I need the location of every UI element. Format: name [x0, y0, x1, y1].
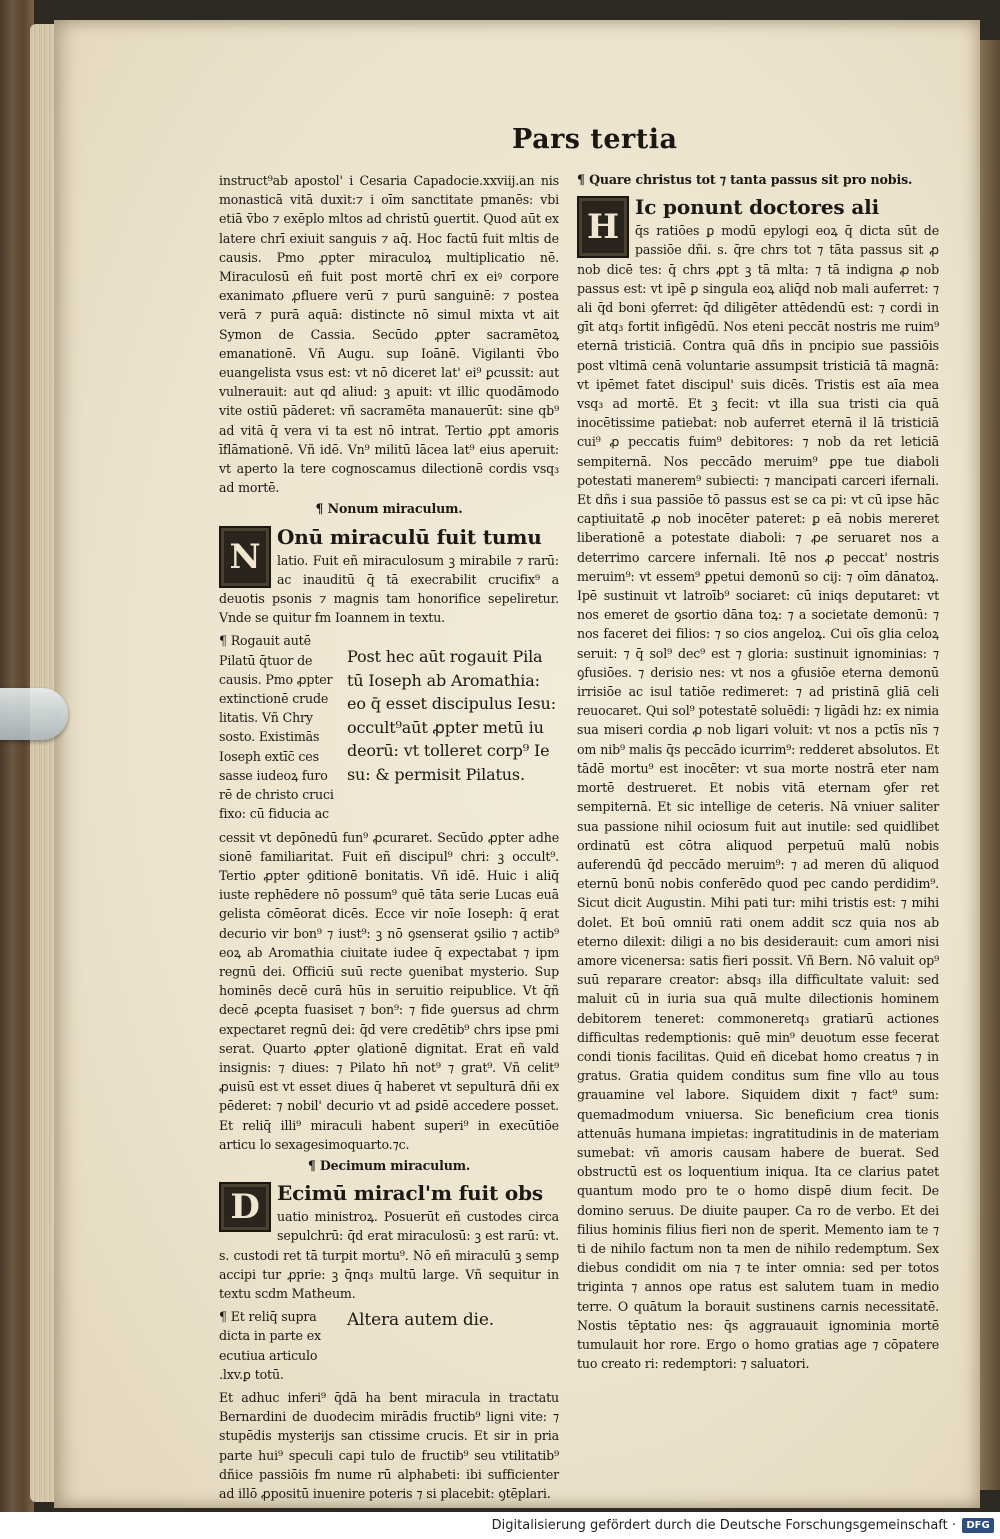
- decorated-initial: N: [219, 526, 271, 588]
- chapter-opening: [219, 523, 559, 628]
- left-column: [219, 171, 559, 1503]
- section-heading: ¶ Quare christus tot ⁊ tanta passus sit pro nobis.: [577, 172, 913, 187]
- section-heading: ¶ Decimum miraculum.: [307, 1157, 471, 1173]
- decorated-initial: H: [577, 196, 629, 258]
- right-column: [577, 168, 939, 1373]
- book-edge-right: [978, 40, 1000, 1490]
- decorated-initial: D: [219, 1182, 271, 1232]
- digitization-footer: [0, 1512, 1000, 1539]
- book-cover: [0, 0, 34, 1512]
- text-paragraph: Et adhuc inferi⁹ q̄dā ha bent miracula in tractatu Bernardini de duodecim mirādis fructib⁹ ligni vite: ⁊ stupēdis mysterijs san ctissime crucis. Et sir in pria parte hui⁹ speculi capi tulo de fructib⁹ seu vtilitatib⁹ dñice passiōis fm nume rū alphabeti: ibi sufficienter ad illō ꝓpositū inuenire poteris ⁊ si placebit: ꝯtēplari.: [219, 1389, 559, 1501]
- section-heading: ¶ Nonum miraculum.: [315, 501, 463, 517]
- scripture-verse: Post hec aūt rogauit Pila tū Ioseph ab Aromathia: eo q̄ esset discipulus Iesu: occult⁹aūt ꝓpter metū iu deorū: vt tolleret corp⁹ Ie su: & permisit Pilatus.: [347, 647, 556, 784]
- dfg-logo: DFG: [962, 1518, 994, 1533]
- commentary-note: ¶ Rogauit autē Pilatū q̄tuor de causis. Pmo ꝓpter extinctionē crude litatis. Vñ Chry sosto. Existimās Ioseph extīc̄ ces sasse iudeoꝝ furo rē de christo cruci fixo: cū fiducia ac: [219, 633, 334, 822]
- commentary-block: [219, 631, 559, 823]
- commentary-block: [219, 1307, 559, 1384]
- text-paragraph: instruct⁹ab apostol' i Cesaria Capadocie.xxviij.an nis monasticā vitā duxit:⁊ i oīm sanctitate pmanēs: vbi etiā v̄bo ⁊ exēplo mltos ad christū ꝯuertit. Quod aūt ex latere chrī exiuit sanguis ⁊ aq̄. Hoc factū fuit mltis de causis. Pmo ꝓpter miraculoꝝ multiplicatio nē. Miraculosū eñ fuit post mortē chrī ex eiꝰ corpore exanimato ꝓfluere verū ⁊ purū sanguinē: ⁊ postea verā ⁊ purā aquā: distincte nō simul mixta vt ait Symon de Cassia. Secūdo ꝓpter sacramētoꝝ emanationē. Vñ Augu. sup Ioānē. Vigilanti v̄bo euangelista vsus est: vt nō diceret lat' ei⁹ ꝑcussit: aut vulnerauit: aut qd aliud: ꝫ apuit: vt illic quodāmodo vite ostiū pāderet: vñ sacramēta manauerūt: sine qb⁹ ad vitā q̄ vera vi ta est nō intrat. Tertio ꝓpt amoris īflāmationē. Vñ idē. Vn⁹ militū lācea lat⁹ eius aperuit: vt aperto la tere cognoscamus dilectionē cordis vsq₃ ad mortē.: [219, 173, 559, 496]
- text-paragraph: uatio ministroꝝ. Posuerūt eñ custodes circa sepulchrū: q̄d erat miraculosū: ꝫ est rarū: vt. s. custodi ret tā turpit mortu⁹. Nō eñ miraculū ꝫ semp accipi tur ꝓprie: ꝫ q̄nq₃ multū large. Vñ sequitur in textu scdm Mathеum.: [219, 1209, 559, 1301]
- text-paragraph: cessit vt depōnedū fun⁹ ꝓcuraret. Secūdo ꝓpter adhe sionē familiaritat. Fuit eñ discipul⁹ chri: ꝫ occult⁹. Tertio ꝓpter ꝯditionē bonitatis. Vñ idē. Huic i aliq̄ iuste rephēdere nō possum⁹ quē tāta serie Lucas euā gelista cōmēorat dicēs. Ecce vir noīe Ioseph: q̄ erat decurio vir bon⁹ ⁊ iust⁹: ꝫ nō ꝯsenserat ꝯsilio ⁊ actib⁹ eoꝝ ab Aromathia ciuitate iudee q̄ expectabat ⁊ ipm regnū dei. Officiū suū recte ꝯuenibat mysterio. Sup hominēs decē curā hūs in seruitio reipublice. Vt q̄ñ decē ꝓcepta fuasiset ⁊ bon⁹: ⁊ fide ꝯuersus ad chrm expectaret regnū dei: q̄d vere credētib⁹ chrs ipse pmi serat. Quarto ꝓpter ꝯlationē dignitat. Erat eñ vald insignis: ⁊ diues: ⁊ Pilato hn̄ not⁹ ⁊ grat⁹. Vñ celit⁹ ꝓuisū est vt esset diues q̄ haberet vt sepulturā dñi ex pēderet: ⁊ nobil' decurio vt ad ꝑsidē accedere posset. Et reliq̄ illi⁹ miraculi habent superi⁹ in execūtiōe articu lo sexagesimoquarto.⁊c.: [219, 829, 559, 1152]
- text-paragraph: latio. Fuit eñ miraculosum ꝫ mirabile ⁊ rarū: ac inauditū q̄ tā execrabilit crucifix⁹ a deuotis psonis ⁊ magnis tam honorifice sepeliretur. Vnde se quitur fm Ioannem in textu.: [219, 552, 559, 626]
- text-paragraph: q̄s ratiōes ꝑ modū epylogi eoꝝ q̄ dicta sūt de passiōe dñi. s. q̄re chrs tot ⁊ tāta passus sit ꝓ nob dicē tes: q̄ chrs ꝓpt ꝫ tā mlta: ⁊ tā indigna ꝓ nob passus est: vt ipē ꝑ singula eoꝝ aliq̄d nob mali auferret: ⁊ ali q̄d boni ꝯferret: q̄d diligēter attēdendū est: ⁊ cordi in gīt atq₃ fortit infigēdū. Nos eteni peccāt nostris me ruim⁹ eternā tristiciā. Contra quā dñs in pncipio sue passiōis post vltimā cenā voluntarie assumpsit tristiciā tā magnā: vt ipēmet fatet discipul' suis dicēs. Tristis est aīa mea vsq₃ ad mortē. Et ꝫ fecit: vt illa sua tristi cia quā inocētissime patiebat: nob auferret eternā il lā tristiciā cui⁹ ꝓ peccatis fuim⁹ debitores: ⁊ nob da ret leticiā sempiternā. Nos peccādo meruim⁹ ꝑpe tue diaboli potestati manerem⁹ subiecti: ⁊ mancipati carceri ifernali. Et dñs i sua passiōe tō passus est se ca pi: vt cū ipse hāc captiuitatē ꝓ nob inocēter pateret: ꝑ eā nobis mereret liberationē a potestate diaboli: ⁊ ꝓe seruaret nos a deterrimo carcere infernali. Itē nos ꝓ peccat' nostris meruim⁹: vt essem⁹ ꝑpetui demonū so cij: ⁊ oīm dānatoꝝ. Ipē sustinuit vt latroīb⁹ sociaret: cū iniqs deputaret: vt nos emeret de ꝯsortio dāna toꝝ: ⁊ a societate demonū: ⁊ nos faceret dei filios: ⁊ so cios angeloꝝ. Cui oīs glia celoꝝ seruit: ⁊ q̄ sol⁹ dec⁹ est ⁊ gloria: sustinuit ignominias: ⁊ ꝯfusiōes. ⁊ derisio nes: vt nos a ꝯfusiōe eterna demonū irrisiōe ac isul tatiōe redimeret: ⁊ ad pristinā gliā celi reuocaret. Qui sol⁹ potestatē soluēdi: ⁊ ligādi hz: ex nimia sua miseri cordia ꝓ nob ligari voluit: vt nos a pctīs nīs ⁊ om nib⁹ malis q̄s peccādo icurrim⁹: redderet absolutos. Et tādē mortu⁹ est inocēter: vt sua morte nostrā eter nam mortē destrueret. Et nobis vitā eternam ꝯfer ret sempiternā. Et sic intellige de ceteris. Nā vniuer saliter sua passione nihil ociosum fuit aut inutile: sed quidlibet ordinatū est cōtra aliquod perpetuū malū nobis auferendū q̄d peccādo meruim⁹: ⁊ ad meren dū aliquod eternū bonū nobis conferēdo quod pec cando perdidim⁹. Sicut dicit Augustin. Mihi pati tur: mihi tristis est: ⁊ mihi dolet. Et boū omniū rati onem addit scz quia nos ab eterno dilexit: diligi a no bis desiderauit: cum amori nisi amore vicenersa: satis fieri possit. Vñ Bern. Nō valuit op⁹ suū reparare creator: absq₃ illa difficultate valuit: sed maluit cū in iuria sua quā multe dilectionis hominem debitorem teneret: commoneretq₃ gratiarū actiones difficultas redemptionis: quē min⁹ deuotum esse fecerat condi tionis facilitas. Quid eñ dicebat homo creatus ⁊ in gratus. Gratia quidem conditus sum fine vllo au tous grauamine vel labore. Siquidem dixit ⁊ fact⁹ sum: quemadmodum vniuersa. Sic beneficium crea tionis attenuās humana impietas: ingratitudinis in de materiam sumebat: vñ amoris causam habere de buerat. Sed obstructū est os loquentium iniqua. Ita ce clarius patet quantum modo pro te o homo dispē dium fecit. De domino seruus. De diuite pauper. Ca ro de verbo. Et dei filius hominis filius fieri non de sperit. Memento iam te ⁊ ti de nihilo factum non ta men de nihilo redemptum. Sex diebus condidit om nia ⁊ te inter omnia: sed per totos triginta ⁊ annos ope ratus est salutem tuam in medio terre. O quātum la borauit sustinens carnis necessitatē. Nostis tēptatio nes: q̄s aggrauauit ignominia mortē tumulauit hor rore. Ergo o homo gratias age ⁊ cōpatere tuo creato ri: redemptori: ⁊ saluatori.: [577, 223, 939, 1372]
- page-clip: [0, 688, 68, 740]
- running-heading: Pars tertia: [512, 124, 678, 155]
- opening-line: Onū miraculū fuit tumu: [277, 524, 542, 549]
- footer-credit: Digitalisierung gefördert durch die Deutsche Forschungsgemeinschaft ·: [491, 1518, 956, 1533]
- scripture-verse: Altera autem die.: [347, 1310, 495, 1331]
- opening-line: Ecimū miracl'm fuit obs: [277, 1181, 544, 1206]
- commentary-note: ¶ Et reliq̄ supra dicta in parte ex ecutiua articulo .lxv.ꝑ totū.: [219, 1309, 321, 1382]
- page-edges: [30, 24, 56, 1502]
- opening-line: Ic ponunt doctores ali: [635, 195, 880, 220]
- chapter-opening: [219, 1179, 559, 1303]
